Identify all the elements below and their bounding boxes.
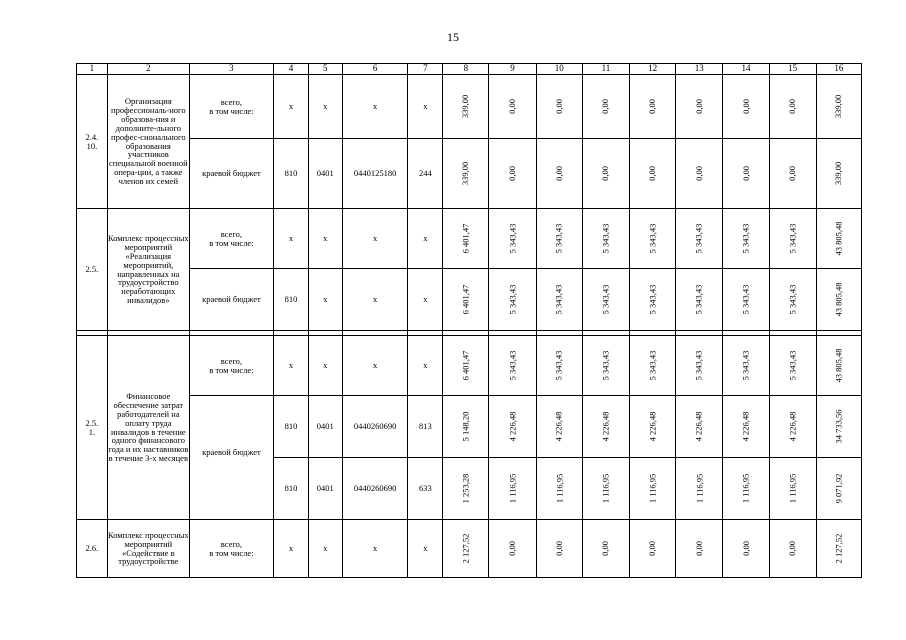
amount-cell <box>769 139 816 209</box>
amount-cell <box>816 336 861 396</box>
amount-cell <box>676 75 723 139</box>
amount-cell <box>723 139 769 209</box>
code-cell-c7: 244 <box>408 139 443 209</box>
amount-cell-text: 5 343,43 <box>553 350 564 381</box>
amount-cell-text: 1 116,95 <box>693 473 704 504</box>
budget-table <box>76 63 862 578</box>
code-cell-c5: 0401 <box>308 396 342 458</box>
amount-cell-text: 4 226,48 <box>553 411 564 442</box>
code-cell-c7: 633 <box>408 458 443 520</box>
amount-cell <box>769 520 816 578</box>
amount-cell-text: 4 226,48 <box>693 411 704 442</box>
amount-cell <box>443 209 489 269</box>
amount-cell <box>630 520 676 578</box>
amount-cell-text: 4 226,48 <box>507 411 518 442</box>
amount-cell-text: 5 343,43 <box>600 284 611 315</box>
amount-cell-text: 2 127,52 <box>833 533 844 564</box>
section-name: Комплекс процессных мероприятий «Реализация мероприятий, направленных на трудоустройство неработающих инвалидов» <box>107 209 189 331</box>
amount-cell <box>769 396 816 458</box>
amount-cell <box>816 139 861 209</box>
amount-cell <box>443 269 489 331</box>
amount-cell <box>723 336 769 396</box>
code-cell-c7: x <box>408 209 443 269</box>
funding-source-total: всего, в том числе: <box>189 336 273 396</box>
amount-cell <box>443 458 489 520</box>
amount-cell-text: 0,00 <box>507 541 518 556</box>
amount-cell-text: 339,00 <box>460 161 471 186</box>
amount-cell <box>676 336 723 396</box>
page-number: 15 <box>447 30 459 44</box>
amount-cell <box>630 336 676 396</box>
amount-cell <box>443 396 489 458</box>
funding-source-total: всего, в том числе: <box>189 209 273 269</box>
amount-cell <box>536 458 582 520</box>
amount-cell-text: 1 116,95 <box>787 473 798 504</box>
amount-cell-text: 339,00 <box>833 94 844 119</box>
amount-cell-text: 5 343,43 <box>787 284 798 315</box>
section-number: 2.6. <box>77 520 108 578</box>
amount-cell-text: 5 343,43 <box>647 350 658 381</box>
code-cell-c6: x <box>342 209 408 269</box>
amount-cell-text: 0,00 <box>740 541 751 556</box>
amount-cell <box>489 336 536 396</box>
amount-cell-text: 0,00 <box>553 166 564 181</box>
amount-cell-text: 0,00 <box>647 541 658 556</box>
amount-cell <box>630 396 676 458</box>
amount-cell-text: 0,00 <box>600 541 611 556</box>
amount-cell <box>582 269 629 331</box>
amount-cell <box>443 520 489 578</box>
section-detail-row <box>77 139 862 209</box>
amount-cell <box>816 269 861 331</box>
amount-cell <box>723 396 769 458</box>
funding-source-regional: краевой бюджет <box>189 139 273 209</box>
amount-cell-text: 0,00 <box>647 99 658 114</box>
code-cell-c6: 0440260690 <box>342 458 408 520</box>
amount-cell <box>723 75 769 139</box>
amount-cell <box>630 269 676 331</box>
code-cell-c4: 810 <box>274 139 309 209</box>
amount-cell-text: 0,00 <box>600 99 611 114</box>
amount-cell <box>723 209 769 269</box>
amount-cell-text: 0,00 <box>787 99 798 114</box>
amount-cell <box>582 336 629 396</box>
header-cell: 2 <box>107 64 189 75</box>
amount-cell <box>630 75 676 139</box>
amount-cell <box>676 139 723 209</box>
code-cell-c6: x <box>342 75 408 139</box>
amount-cell-text: 5 343,43 <box>600 350 611 381</box>
amount-cell <box>443 139 489 209</box>
code-cell-c7: x <box>408 336 443 396</box>
amount-cell <box>816 520 861 578</box>
header-cell: 9 <box>489 64 536 75</box>
funding-source-total: всего, в том числе: <box>189 520 273 578</box>
amount-cell-text: 0,00 <box>647 166 658 181</box>
header-cell: 15 <box>769 64 816 75</box>
code-cell-c4: x <box>274 520 309 578</box>
amount-cell <box>769 269 816 331</box>
amount-cell-text: 0,00 <box>600 166 611 181</box>
code-cell-c4: 810 <box>274 269 309 331</box>
amount-cell-text: 5 343,43 <box>740 284 751 315</box>
amount-cell-text: 9 071,92 <box>833 473 844 504</box>
amount-cell-text: 5 343,43 <box>787 223 798 254</box>
amount-cell-text: 5 343,43 <box>693 350 704 381</box>
amount-cell-text: 43 805,48 <box>833 348 844 383</box>
section-total-row <box>77 209 862 269</box>
amount-cell <box>582 396 629 458</box>
code-cell-c7: x <box>408 75 443 139</box>
amount-cell <box>536 209 582 269</box>
amount-cell-text: 43 805,48 <box>833 282 844 317</box>
header-cell: 8 <box>443 64 489 75</box>
amount-cell-text: 2 127,52 <box>460 533 471 564</box>
amount-cell <box>582 520 629 578</box>
amount-cell <box>536 336 582 396</box>
code-cell-c4: x <box>274 336 309 396</box>
header-cell: 16 <box>816 64 861 75</box>
code-cell-c5: x <box>308 336 342 396</box>
amount-cell <box>676 269 723 331</box>
amount-cell-text: 6 401,47 <box>460 223 471 254</box>
amount-cell-text: 43 805,48 <box>833 221 844 256</box>
amount-cell-text: 5 343,43 <box>787 350 798 381</box>
amount-cell-text: 0,00 <box>507 166 518 181</box>
amount-cell <box>582 139 629 209</box>
amount-cell <box>536 396 582 458</box>
code-cell-c5: x <box>308 520 342 578</box>
amount-cell <box>816 396 861 458</box>
header-cell: 1 <box>77 64 108 75</box>
amount-cell-text: 5 343,43 <box>507 223 518 254</box>
section-name: Финансовое обеспечение затрат работодателей на оплату труда инвалидов в течение одного финансового года и их наставников в течение 3-х месяцев <box>107 336 189 520</box>
amount-cell <box>536 520 582 578</box>
funding-source-regional: краевой бюджет <box>189 396 273 520</box>
code-cell-c5: x <box>308 209 342 269</box>
section-number: 2.5. 1. <box>77 336 108 520</box>
amount-cell <box>630 139 676 209</box>
code-cell-c7: x <box>408 269 443 331</box>
amount-cell-text: 339,00 <box>833 161 844 186</box>
header-cell: 12 <box>630 64 676 75</box>
amount-cell <box>489 139 536 209</box>
amount-cell <box>489 269 536 331</box>
code-cell-c5: x <box>308 269 342 331</box>
amount-cell-text: 4 226,48 <box>740 411 751 442</box>
header-cell: 5 <box>308 64 342 75</box>
code-cell-c6: x <box>342 520 408 578</box>
amount-cell-text: 5 343,43 <box>740 223 751 254</box>
amount-cell-text: 0,00 <box>787 541 798 556</box>
amount-cell <box>676 458 723 520</box>
code-cell-c5: x <box>308 75 342 139</box>
code-cell-c7: x <box>408 520 443 578</box>
header-cell: 6 <box>342 64 408 75</box>
amount-cell-text: 0,00 <box>553 99 564 114</box>
amount-cell-text: 339,00 <box>460 94 471 119</box>
amount-cell <box>582 75 629 139</box>
section-number: 2.5. <box>77 209 108 331</box>
amount-cell-text: 1 253,28 <box>460 473 471 504</box>
amount-cell <box>723 520 769 578</box>
section-total-row <box>77 520 862 578</box>
amount-cell-text: 1 116,95 <box>740 473 751 504</box>
amount-cell-text: 5 343,43 <box>507 350 518 381</box>
amount-cell <box>630 458 676 520</box>
amount-cell-text: 5 343,43 <box>693 223 704 254</box>
amount-cell <box>816 75 861 139</box>
amount-cell <box>582 209 629 269</box>
amount-cell-text: 0,00 <box>740 99 751 114</box>
funding-source-total: всего, в том числе: <box>189 75 273 139</box>
amount-cell <box>536 139 582 209</box>
amount-cell <box>536 269 582 331</box>
header-cell: 11 <box>582 64 629 75</box>
amount-cell-text: 1 116,95 <box>507 473 518 504</box>
amount-cell <box>769 458 816 520</box>
amount-cell <box>676 209 723 269</box>
amount-cell-text: 6 401,47 <box>460 350 471 381</box>
code-cell-c5: 0401 <box>308 458 342 520</box>
header-cell: 4 <box>274 64 309 75</box>
amount-cell <box>489 396 536 458</box>
code-cell-c4: x <box>274 75 309 139</box>
amount-cell-text: 1 116,95 <box>600 473 611 504</box>
amount-cell <box>630 209 676 269</box>
amount-cell <box>816 458 861 520</box>
amount-cell <box>582 458 629 520</box>
amount-cell <box>443 336 489 396</box>
code-cell-c5: 0401 <box>308 139 342 209</box>
amount-cell <box>489 209 536 269</box>
code-cell-c6: 0440260690 <box>342 396 408 458</box>
code-cell-c4: 810 <box>274 458 309 520</box>
section-number: 2.4. 10. <box>77 75 108 209</box>
code-cell-c6: x <box>342 336 408 396</box>
code-cell-c7: 813 <box>408 396 443 458</box>
amount-cell-text: 5 343,43 <box>693 284 704 315</box>
amount-cell-text: 0,00 <box>553 541 564 556</box>
amount-cell-text: 5 148,20 <box>460 411 471 442</box>
section-name: Организация профессиональ-ного образова-ния и дополните-льного профес-сионального образования участников специальной военной опера-ции, а также членов их семей <box>107 75 189 209</box>
amount-cell-text: 0,00 <box>693 166 704 181</box>
amount-cell <box>816 209 861 269</box>
amount-cell <box>676 396 723 458</box>
amount-cell-text: 4 226,48 <box>787 411 798 442</box>
funding-source-regional: краевой бюджет <box>189 269 273 331</box>
amount-cell <box>723 269 769 331</box>
header-cell: 13 <box>676 64 723 75</box>
amount-cell-text: 5 343,43 <box>740 350 751 381</box>
header-cell: 10 <box>536 64 582 75</box>
amount-cell-text: 5 343,43 <box>553 223 564 254</box>
amount-cell <box>769 209 816 269</box>
amount-cell-text: 5 343,43 <box>553 284 564 315</box>
amount-cell-text: 0,00 <box>507 99 518 114</box>
amount-cell-text: 6 401,47 <box>460 284 471 315</box>
amount-cell-text: 1 116,95 <box>553 473 564 504</box>
code-cell-c4: x <box>274 209 309 269</box>
amount-cell-text: 0,00 <box>740 166 751 181</box>
header-cell: 14 <box>723 64 769 75</box>
amount-cell-text: 5 343,43 <box>647 223 658 254</box>
section-total-row <box>77 336 862 396</box>
amount-cell <box>676 520 723 578</box>
amount-cell <box>443 75 489 139</box>
amount-cell-text: 4 226,48 <box>647 411 658 442</box>
amount-cell <box>536 75 582 139</box>
amount-cell <box>723 458 769 520</box>
section-detail-row <box>77 396 862 458</box>
section-detail-row <box>77 269 862 331</box>
amount-cell-text: 1 116,95 <box>647 473 658 504</box>
amount-cell-text: 0,00 <box>693 541 704 556</box>
amount-cell <box>769 75 816 139</box>
code-cell-c6: 0440125180 <box>342 139 408 209</box>
amount-cell <box>769 336 816 396</box>
amount-cell-text: 0,00 <box>787 166 798 181</box>
amount-cell <box>489 458 536 520</box>
amount-cell <box>489 75 536 139</box>
section-total-row <box>77 75 862 139</box>
code-cell-c6: x <box>342 269 408 331</box>
amount-cell-text: 5 343,43 <box>600 223 611 254</box>
amount-cell-text: 4 226,48 <box>600 411 611 442</box>
header-cell: 7 <box>408 64 443 75</box>
code-cell-c4: 810 <box>274 396 309 458</box>
header-cell: 3 <box>189 64 273 75</box>
amount-cell-text: 5 343,43 <box>507 284 518 315</box>
amount-cell-text: 5 343,43 <box>647 284 658 315</box>
section-name: Комплекс процессных мероприятий «Содействие в трудоустройстве <box>107 520 189 578</box>
amount-cell-text: 34 733,56 <box>833 409 844 444</box>
amount-cell-text: 0,00 <box>693 99 704 114</box>
header-row <box>77 64 862 75</box>
amount-cell <box>489 520 536 578</box>
